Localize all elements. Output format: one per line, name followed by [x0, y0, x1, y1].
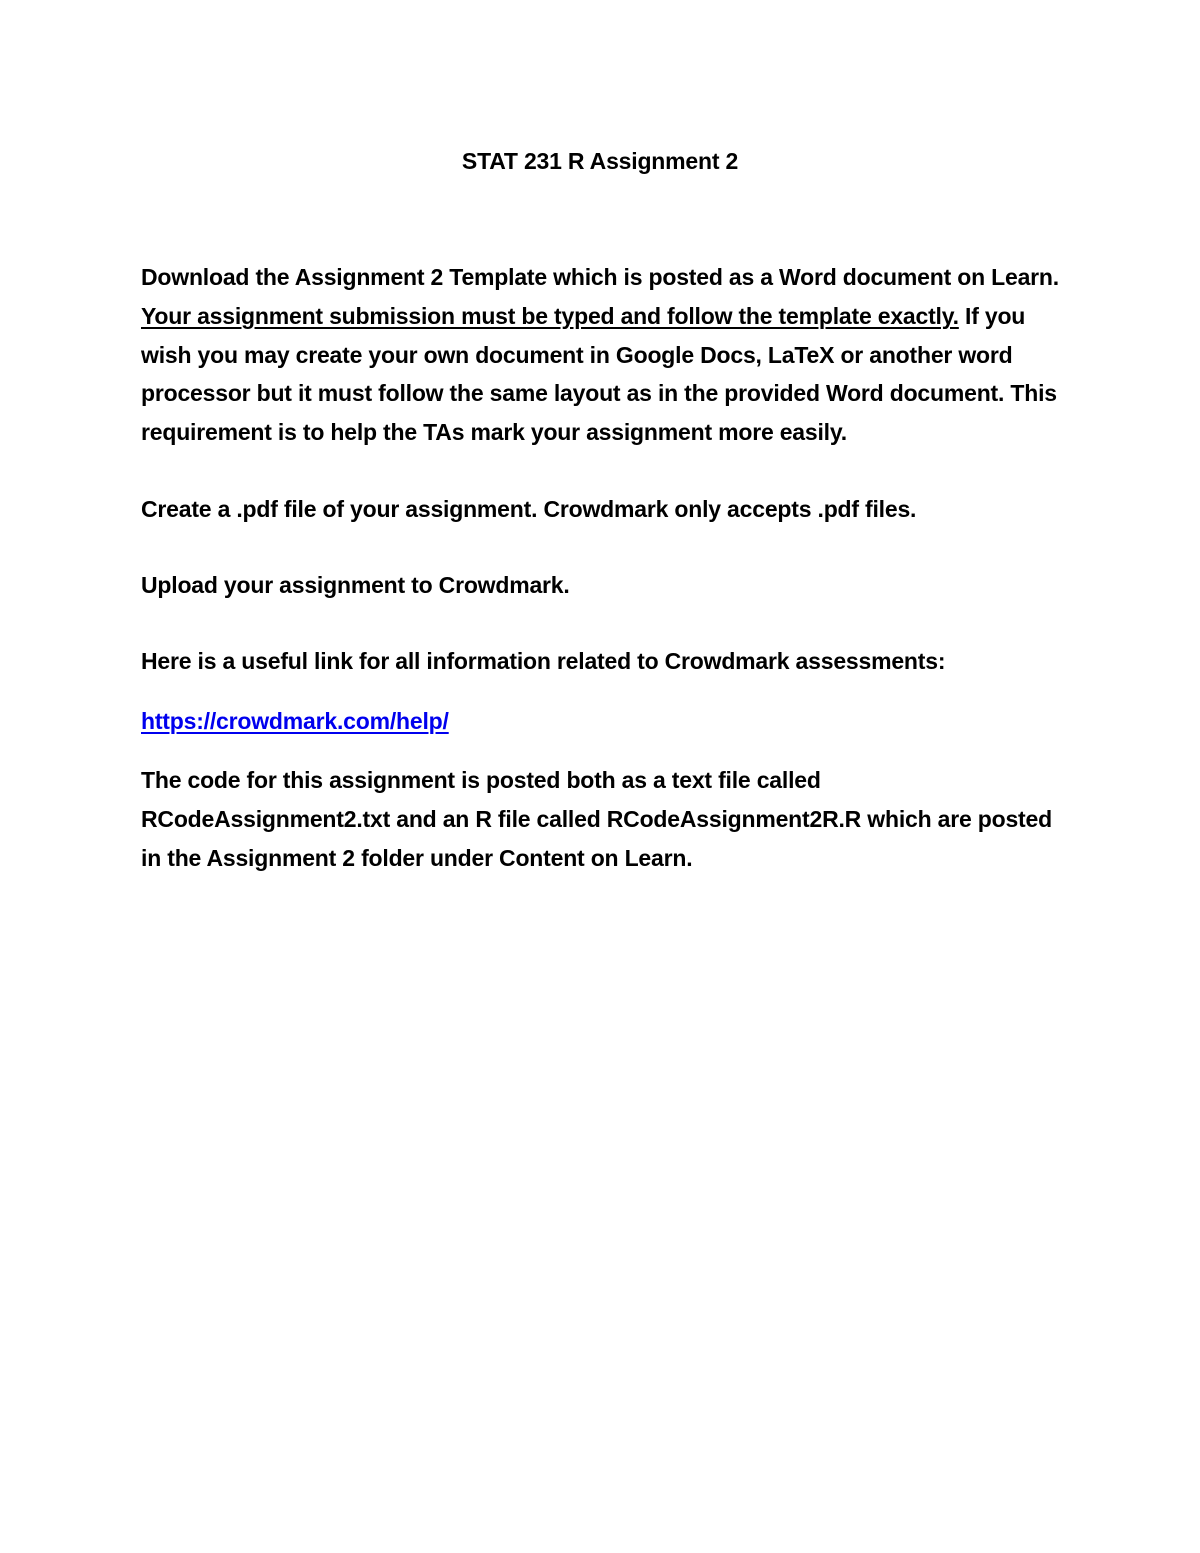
template-instructions-text: Download the Assignment 2 Template which is posted as a Word document on Learn.	[141, 264, 1059, 290]
help-link-intro-paragraph: Here is a useful link for all information related to Crowdmark assessments:	[141, 647, 946, 674]
layout-requirement-text: If you wish you may create your own document in Google Docs, LaTeX or another word processor but it must follow the same layout as in the provided Word document. This requirement is to help the TAs mark your assignment more easily.	[141, 302, 1057, 446]
crowdmark-help-link[interactable]: https://crowdmark.com/help/	[141, 708, 449, 735]
code-files-paragraph: The code for this assignment is posted both as a text file called RCodeAssignment2.txt and an R file called RCodeAssignment2R.R which are posted in the Assignment 2 folder under Content on Learn.	[141, 767, 1052, 871]
template-instructions-paragraph	[141, 258, 1071, 452]
typed-requirement-text: Your assignment submission must be typed and follow the template exactly.	[141, 302, 959, 329]
upload-instructions-paragraph: Upload your assignment to Crowdmark.	[141, 571, 570, 598]
document-title: STAT 231 R Assignment 2	[461, 148, 739, 174]
document-body	[141, 258, 1071, 878]
pdf-instructions-paragraph: Create a .pdf file of your assignment. Crowdmark only accepts .pdf files.	[141, 495, 917, 522]
help-link-paragraph	[141, 702, 1071, 741]
